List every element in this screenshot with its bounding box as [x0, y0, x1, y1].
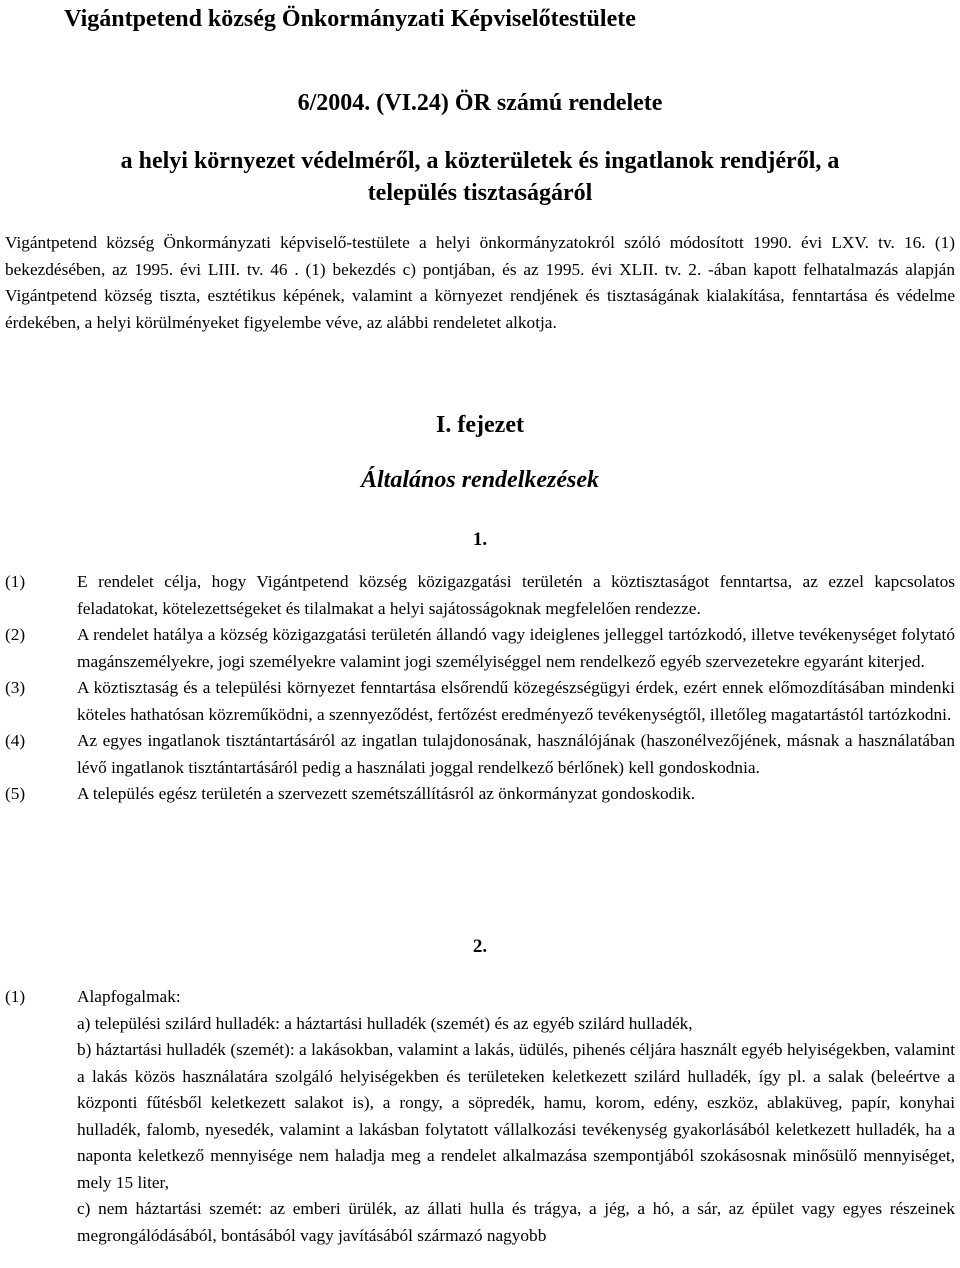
paragraph-number: (5): [5, 784, 26, 803]
decree-subject-line2: település tisztaságáról: [367, 180, 593, 206]
paragraph-number: (4): [5, 731, 26, 750]
definition-item: a) települési szilárd hulladék: a háztartási hulladék (szemét) és az egyéb szilárd hulladék,: [77, 1013, 693, 1033]
paragraph: [5, 728, 955, 781]
paragraph: [5, 675, 955, 728]
paragraph-number: (3): [5, 678, 26, 697]
chapter-number: I. fejezet: [436, 412, 524, 438]
definition-item: b) háztartási hulladék (szemét): a lakásokban, valamint a lakás, üdülés, pihenés céljára használt egyéb helyiségekben, valamint a lakás közös használatára szolgáló helyiségekben és területeken keletkezett szilárd hulladék, így pl. a salak (beleértve a központi fűtésből keletkezett salakot is), a rongy, a söpredék, hamu, korom, edény, eszköz, ablaküveg, papír, konyhai hulladék, falomb, nyesedék, valamint a lakásban folytatott vállalkozási tevékenység gyakorlásából keletkezett hulladék, ha a naponta keletkező mennyisége nem haladja meg a rendelet alkalmazása szempontjából szokásosnak minősülő mennyiséget, mely 15 liter,: [77, 1040, 955, 1192]
paragraph-text: A köztisztaság és a települési környezet fenntartása elsőrendű közegészségügyi érdek, ezért ennek előmozdításában mindenki köteles hathatósan közreműködni, a szennyeződést, fertőzést eredményező tevékenységtől, illetőleg magatartástól tartózkodni.: [77, 678, 955, 724]
paragraph: [5, 622, 955, 675]
paragraph-number: (1): [5, 987, 26, 1006]
council-title: Vigántpetend község Önkormányzati Képviselőtestülete: [64, 6, 636, 32]
paragraph-text: A rendelet hatálya a község közigazgatási területén állandó vagy ideiglenes jelleggel tartózkodó, illetve tevékenységet folytató magánszemélyekre, jogi személyekre valamint jogi személyiséggel nem rendelkező egyéb szervezetekre egyaránt kiterjed.: [77, 625, 955, 671]
paragraph-text: E rendelet célja, hogy Vigántpetend község közigazgatási területén a köztisztaságot fenntartsa, az ezzel kapcsolatos feladatokat, kötelezettségeket és tilalmakat a helyi sajátosságoknak megfelelően rendezze.: [77, 572, 955, 618]
preamble: Vigántpetend község Önkormányzati képviselő-testülete a helyi önkormányzatokról szóló módosított 1990. évi LXV. tv. 16. (1) bekezdésében, az 1995. évi LIII. tv. 46 . (1) bekezdés c) pontjában, és az 1995. évi XLII. tv. 2. -ában kapott felhatalmazás alapján Vigántpetend község tiszta, esztétikus képének, valamint a környezet rendjének és tisztaságának kialakítása, fenntartása és védelme érdekében, a helyi körülményeket figyelembe véve, az alábbi rendeletet alkotja.: [5, 233, 955, 332]
paragraph-number: (2): [5, 625, 26, 644]
section-2-heading: 2.: [472, 936, 488, 957]
section-2-paragraphs: [5, 984, 955, 1249]
paragraph: [5, 984, 955, 1249]
paragraph-number: (1): [5, 572, 26, 591]
paragraph-text: A település egész területén a szervezett szemétszállításról az önkormányzat gondoskodik.: [77, 784, 696, 803]
chapter-title: Általános rendelkezések: [361, 467, 599, 493]
paragraph-text: Az egyes ingatlanok tisztántartásáról az ingatlan tulajdonosának, használójának (haszonélvezőjének, másnak a használatában lévő ingatlanok tisztántartásáról pedig a használati joggal rendelkező bérlőnek) kell gondoskodnia.: [77, 731, 955, 777]
decree-subject-line1: a helyi környezet védelméről, a közterületek és ingatlanok rendjéről, a: [120, 148, 840, 174]
definitions-label: Alapfogalmak:: [77, 987, 181, 1006]
section-1-paragraphs: [5, 569, 955, 808]
paragraph: [5, 781, 955, 808]
definition-item: c) nem háztartási szemét: az emberi ürülék, az állati hulla és trágya, a jég, a hó, a sár, az épület vagy egyes részeinek megrongálódásából, bontásából vagy javításából származó nagyobb: [77, 1199, 955, 1245]
decree-number: 6/2004. (VI.24) ÖR számú rendelete: [297, 90, 663, 116]
section-1-heading: 1.: [472, 529, 488, 550]
paragraph: [5, 569, 955, 622]
